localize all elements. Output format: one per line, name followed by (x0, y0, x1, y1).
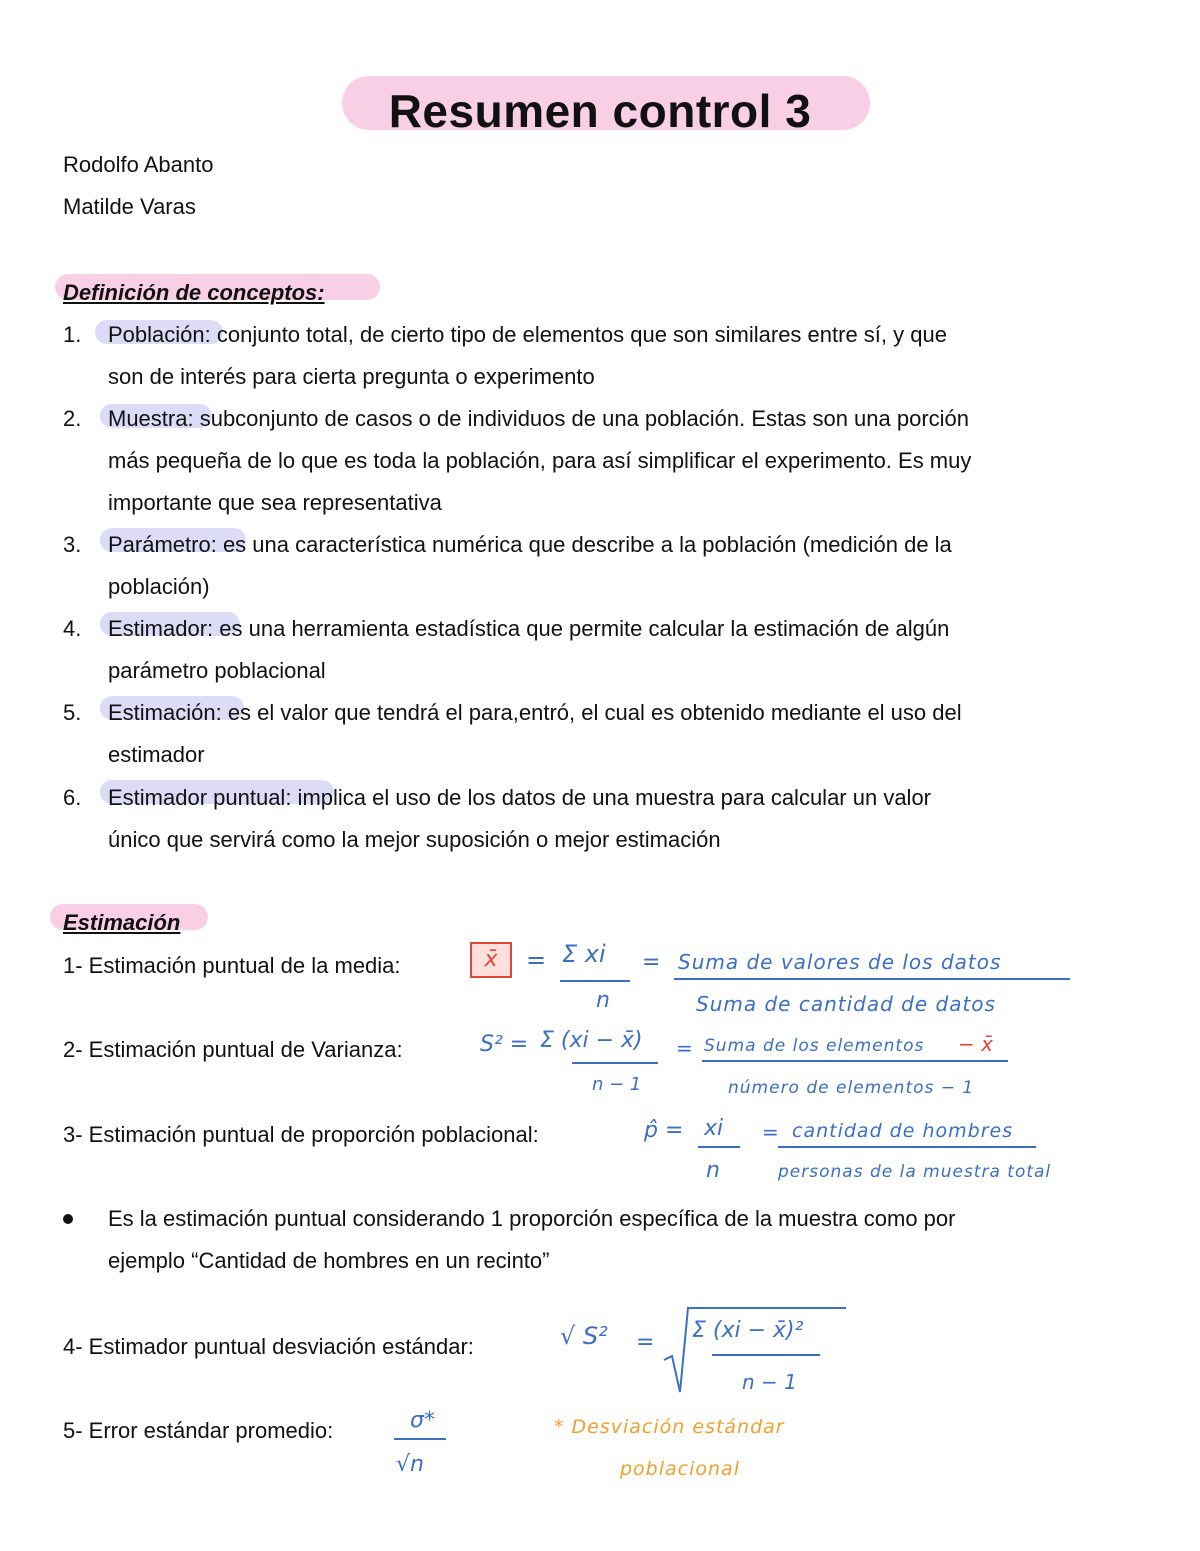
definition-line: son de interés para cierta pregunta o experimento (108, 364, 595, 389)
page-title: Resumen control 3 (388, 85, 812, 137)
xbar-box (470, 942, 512, 978)
section-heading-estimation: Estimación (63, 910, 181, 935)
author-1: Rodolfo Abanto (63, 152, 214, 177)
text-denominator: Suma de cantidad de datos (696, 992, 996, 1016)
definition-line (108, 406, 969, 432)
definition-line (108, 785, 931, 811)
list-number: 4. (63, 616, 82, 641)
equals-sign: = (526, 946, 547, 974)
fraction-bar (394, 1438, 446, 1440)
list-number: 5. (63, 700, 82, 725)
sqrt-n-denominator: √n (396, 1452, 424, 1477)
definition-term: Muestra (108, 406, 188, 431)
definition-term: Estimación (108, 700, 216, 725)
equals-sign: = (642, 950, 661, 975)
text-numerator: cantidad de hombres (792, 1120, 1014, 1142)
definition-line (108, 322, 947, 348)
fraction-bar (778, 1146, 1036, 1148)
equals-sign: = (762, 1120, 779, 1144)
definition-text: : es una característica numérica que describe a la población (medición de la (210, 532, 952, 557)
definition-text: : es el valor que tendrá el para,entró, el cual es obtenido mediante el uso del (215, 700, 962, 725)
formula-label-standard-error: 5- Error estándar promedio: (63, 1418, 334, 1443)
list-number: 2. (63, 406, 82, 431)
list-number: 1. (63, 322, 82, 347)
text-denominator: número de elementos − 1 (728, 1078, 975, 1098)
definition-term: Parámetro (108, 532, 211, 557)
note-line: * Desviación estándar (554, 1416, 785, 1438)
list-number: 6. (63, 785, 82, 810)
bullet-text: ejemplo “Cantidad de hombres en un recinto” (108, 1248, 550, 1273)
definition-line: importante que sea representativa (108, 490, 442, 515)
text-numerator: Suma de valores de los datos (678, 950, 1002, 974)
definition-text: : implica el uso de los datos de una muestra para calcular un valor (285, 785, 932, 810)
stddev-numerator: Σ (xi − x̄)² (692, 1318, 804, 1343)
definition-term: Estimador (108, 616, 208, 641)
definition-text: : es una herramienta estadística que permite calcular la estimación de algún (207, 616, 950, 641)
equals-sign: = (636, 1330, 655, 1355)
note-line: poblacional (620, 1458, 740, 1480)
definition-line (108, 616, 949, 642)
bullet-dot (63, 1214, 73, 1224)
bullet-text: Es la estimación puntual considerando 1 proporción específica de la muestra como por (108, 1206, 956, 1231)
definition-line: parámetro poblacional (108, 658, 326, 683)
equals-sign: = (676, 1036, 693, 1060)
text-numerator: Suma de los elementos (704, 1036, 925, 1056)
fraction-bar (560, 980, 630, 982)
fraction-bar (702, 1060, 1008, 1062)
formula-label-variance: 2- Estimación puntual de Varianza: (63, 1037, 403, 1062)
formula-label-stddev: 4- Estimador puntual desviación estándar: (63, 1334, 474, 1359)
proportion-numerator: xi (704, 1116, 724, 1141)
variance-numerator: Σ (xi − x̄) (540, 1028, 643, 1053)
definition-line: único que servirá como la mejor suposición o mejor estimación (108, 827, 721, 852)
definition-term: Población (108, 322, 205, 347)
fraction-bar (698, 1146, 740, 1148)
author-2: Matilde Varas (63, 194, 196, 219)
definition-line: más pequeña de lo que es toda la población, para así simplificar el experimento. Es muy (108, 448, 972, 473)
definition-line: población) (108, 574, 210, 599)
formula-label-mean: 1- Estimación puntual de la media: (63, 953, 401, 978)
fraction-bar (572, 1062, 658, 1064)
sum-numerator: Σ xi (562, 940, 606, 968)
xbar-symbol: x̄ (484, 947, 498, 972)
proportion-denominator: n (706, 1158, 720, 1183)
formula-label-proportion: 3- Estimación puntual de proporción poblacional: (63, 1122, 539, 1147)
definition-term: Estimador puntual (108, 785, 286, 810)
list-number: 3. (63, 532, 82, 557)
fraction-bar (712, 1354, 820, 1356)
stddev-lhs: √ S² (560, 1322, 608, 1350)
section-heading-definitions: Definición de conceptos: (63, 280, 325, 305)
definition-line: estimador (108, 742, 205, 767)
fraction-bar (674, 978, 1070, 980)
sigma-numerator: σ* (410, 1408, 435, 1433)
proportion-lhs: p̂ = (644, 1118, 684, 1143)
definition-text: : subconjunto de casos o de individuos de una población. Estas son una porción (187, 406, 970, 431)
definition-line (108, 532, 952, 558)
denominator: n (596, 988, 610, 1013)
variance-lhs: S² = (480, 1032, 529, 1057)
variance-denominator: n − 1 (592, 1074, 642, 1095)
text-denominator: personas de la muestra total (778, 1162, 1052, 1182)
definition-text: : conjunto total, de cierto tipo de elementos que son similares entre sí, y que (204, 322, 947, 347)
definition-line (108, 700, 962, 726)
stddev-denominator: n − 1 (742, 1370, 797, 1394)
minus-xbar: − x̄ (958, 1032, 993, 1056)
